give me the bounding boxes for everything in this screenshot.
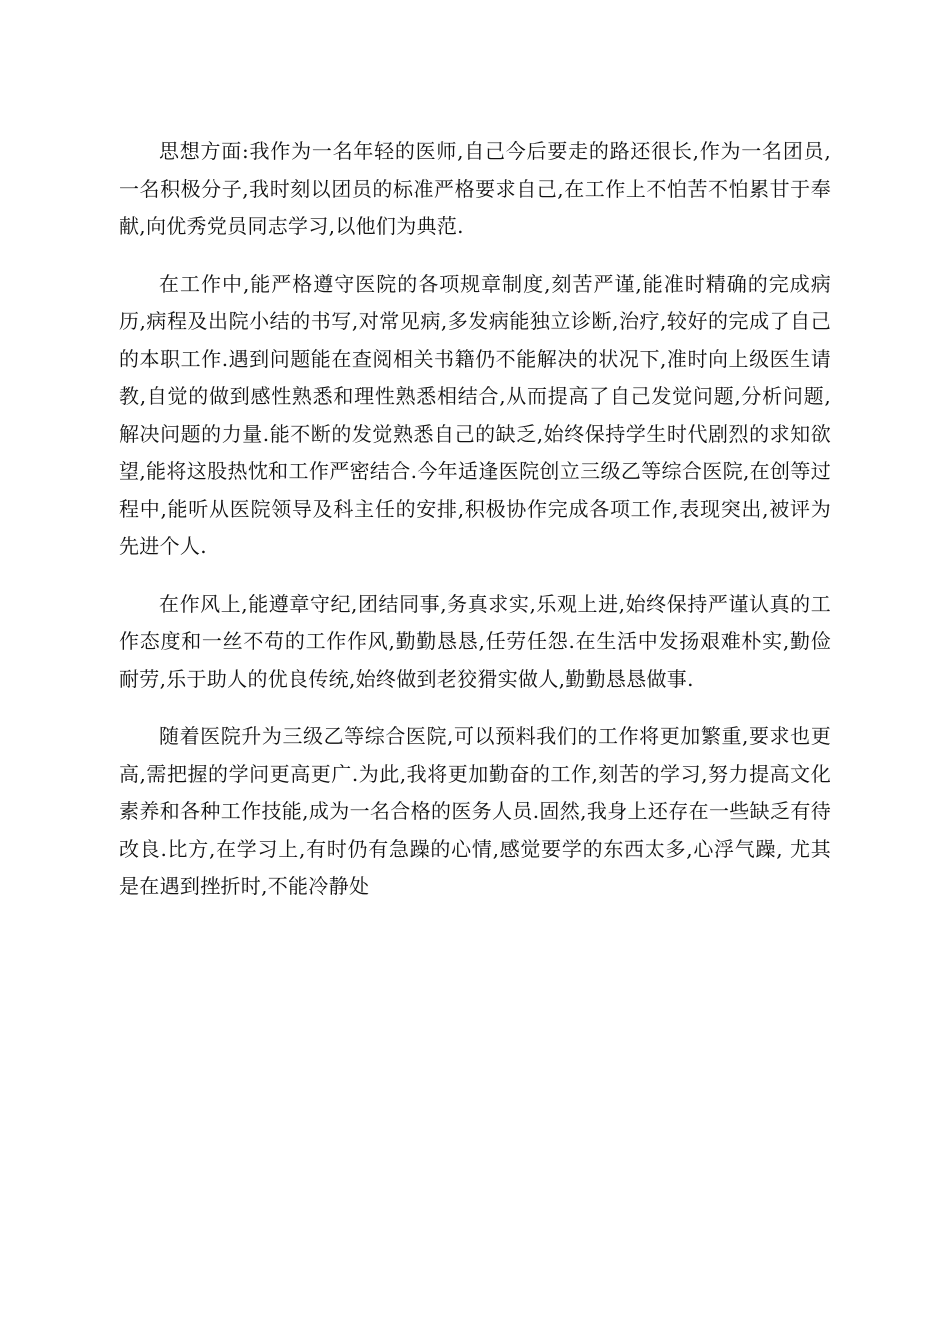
paragraph-future: 随着医院升为三级乙等综合医院,可以预料我们的工作将更加繁重,要求也更高,需把握的学问更高更广.为此,我将更加勤奋的工作,刻苦的学习,努力提高文化素养和各种工作技能,成为一名合格的医务人员.固然,我身上还存在一些缺乏有待改良.比方,在学习上,有时仍有急躁的心情,感觉要学的东西太多,心浮气躁, 尤其是在遇到挫折时,不能冷静处 [119, 724, 831, 898]
document-body [119, 133, 831, 926]
paragraph-style: 在作风上,能遵章守纪,团结同事,务真求实,乐观上进,始终保持严谨认真的工作态度和一丝不苟的工作作风,勤勤恳恳,任劳任怨.在生活中发扬艰难朴实,勤俭耐劳,乐于助人的优良传统,始终做到老狡猾实做人,勤勤恳恳做事. [119, 591, 831, 691]
paragraph-thought: 思想方面:我作为一名年轻的医师,自己今后要走的路还很长,作为一名团员,一名积极分子,我时刻以团员的标准严格要求自己,在工作上不怕苦不怕累甘于奉献,向优秀党员同志学习,以他们为典范. [119, 139, 831, 238]
paragraph-work: 在工作中,能严格遵守医院的各项规章制度,刻苦严谨,能准时精确的完成病历,病程及出院小结的书写,对常见病,多发病能独立诊断,治疗,较好的完成了自己的本职工作.遇到问题能在查阅相关书籍仍不能解决的状况下,准时向上级医生请教,自觉的做到感性熟悉和理性熟悉相结合,从而提高了自己发觉问题,分析问题,解决问题的力量.能不断的发觉熟悉自己的缺乏,始终保持学生时代剧烈的求知欲望,能将这股热忱和工作严密结合.今年适逢医院创立三级乙等综合医院,在创等过程中,能听从医院领导及科主任的安排,积极协作完成各项工作,表现突出,被评为先进个人. [119, 271, 831, 558]
